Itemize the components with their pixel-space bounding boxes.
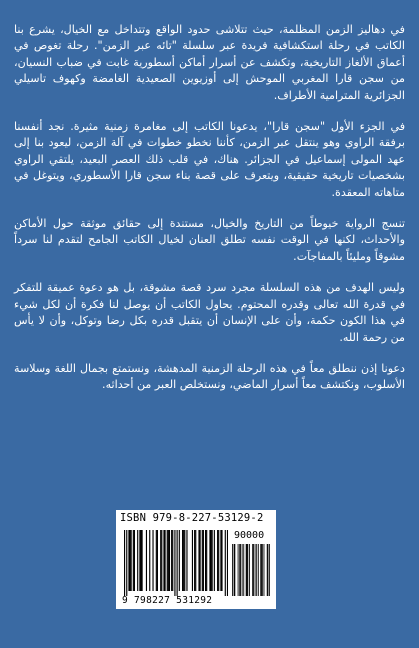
barcode-bar — [179, 530, 180, 591]
barcode-bar — [192, 530, 193, 591]
barcode-bar — [227, 530, 228, 596]
addon-bar — [264, 544, 265, 596]
barcode-bar — [210, 530, 211, 591]
barcode-bar — [128, 530, 129, 591]
addon-bar — [260, 544, 261, 596]
barcode-bar — [214, 530, 215, 591]
addon-bar — [246, 544, 247, 596]
barcode-bar — [184, 530, 185, 591]
addon-bar — [242, 544, 243, 596]
barcode-bar — [157, 530, 158, 591]
barcode-bar — [171, 530, 172, 591]
barcode-bar — [174, 530, 175, 596]
addon-bar — [247, 544, 248, 596]
barcode-bar — [167, 530, 168, 591]
blurb-paragraph-2: في الجزء الأول "سجن قارا"، يدعونا الكاتب إلى مغامرة زمنية مثيرة. نجد أنفسنا برفقة الراوي وهو ينتقل عبر الزمن، كأننا نخطو خطوات في آلة الزمن، ليعود بنا إلى عهد المولى إسماعيل في الجزائر. هناك، في قلب ذلك العصر البعيد، يلتقي الراوي بشخصيات تاريخية حقيقية، ويتعرف على قصة بناء سجن قارا الأسطوري، ويتوغل في متاهاته المعقدة. — [14, 120, 405, 199]
addon-bar — [262, 544, 263, 596]
barcode-bar — [131, 530, 132, 591]
barcode-bar — [200, 530, 201, 591]
barcode-bar — [133, 530, 134, 591]
barcode-bar — [163, 530, 164, 591]
barcode-bar — [139, 530, 140, 591]
barcode-bar — [205, 530, 206, 591]
addon-bar — [247, 544, 248, 596]
addon-bar — [269, 544, 270, 596]
barcode-bar — [203, 530, 204, 591]
addon-bar — [267, 544, 268, 596]
barcode-bar — [126, 530, 127, 596]
barcode-bar — [129, 530, 130, 591]
addon-bar — [243, 544, 244, 596]
barcode-bar — [169, 530, 170, 591]
barcode-bar — [149, 530, 150, 591]
isbn-label: ISBN 979-8-227-53129-2 — [120, 512, 264, 524]
barcode-bar — [142, 530, 143, 591]
barcode-bar — [218, 530, 219, 591]
barcode-bar — [160, 530, 161, 591]
barcode-bar — [124, 530, 125, 596]
addon-bar — [261, 544, 262, 596]
blurb-paragraph-1: في دهاليز الزمن المظلمة، حيث تتلاشى حدود الواقع وتتداخل مع الخيال، يشرع بنا الكاتب في رحلة استكشافية فريدة عبر سلسلة "تائه عبر الزمن". رحلة تغوص في أعماق الألغاز التاريخية، وتكشف عن أسرار أماكن أسطورية غابت في ضباب النسيان، من سجن قارا المغربي الموحش إلى أوزيوين الصعيدية الغامضة وكهوف تاسيلي الجزائرية المترامية الأطراف. — [14, 23, 405, 102]
barcode-bar — [152, 530, 153, 591]
barcode-bar — [186, 530, 187, 591]
ean-digits: 9 798227 531292 — [122, 595, 213, 606]
addon-bar — [252, 544, 253, 596]
barcode-bar — [225, 530, 226, 596]
barcode-bar — [168, 530, 169, 591]
barcode-bar — [195, 530, 196, 591]
ean-barcode-bars — [124, 530, 228, 596]
barcode-bar — [217, 530, 218, 591]
blurb-paragraph-3: تنسج الرواية خيوطاً من التاريخ والخيال، مستندة إلى حقائق موثقة حول الأماكن والأحداث، لكنها في الوقت نفسه تطلق العنان لخيال الكاتب الجامح لتقدم لنا سرداً مشوقاً ومليئاً بالمفاجآت. — [14, 217, 405, 263]
addon-bar — [234, 544, 235, 596]
addon-bar — [238, 544, 239, 596]
barcode-bar — [140, 530, 141, 591]
barcode-bar — [137, 530, 138, 591]
addon-bar — [258, 544, 259, 596]
price-addon-label: 90000 — [234, 530, 265, 541]
addon-bar — [249, 544, 250, 596]
addon-barcode-bars — [232, 544, 270, 596]
barcode-bar — [165, 530, 166, 591]
addon-bar — [234, 544, 235, 596]
barcode-bar — [202, 530, 203, 591]
barcode-bar — [221, 530, 222, 591]
addon-bar — [232, 544, 233, 596]
barcode-bar — [177, 530, 178, 596]
barcode-bar — [156, 530, 157, 591]
addon-bar — [268, 544, 269, 596]
addon-bar — [253, 544, 254, 596]
barcode-bar — [198, 530, 199, 591]
barcode-bar — [146, 530, 147, 591]
addon-bar — [256, 544, 257, 596]
barcode-bar — [161, 530, 162, 591]
addon-bar — [240, 544, 241, 596]
blurb-paragraph-4: وليس الهدف من هذه السلسلة مجرد سرد قصة مشوقة، بل هو دعوة عميقة للتفكر في قدرة الله تعالى وقدره المحتوم. يحاول الكاتب أن يوصل لنا فكرة أن لكل شيء في هذا الكون حكمة، وأن على الإنسان أن يتقبل قدره بكل رضا وتوكل، وأن لا يأس من رحمة الله. — [14, 281, 405, 344]
barcode-bar — [134, 530, 135, 591]
barcode-bar — [182, 530, 183, 591]
blurb-paragraph-5: دعونا إذن ننطلق معاً في هذه الرحلة الزمنية المدهشة، ونستمتع بجمال اللغة وسلاسة الأسلوب، ونكتشف معاً أسرار الماضي، ونستخلص العبر من أحداثه. — [14, 361, 405, 392]
barcode-bar — [209, 530, 210, 591]
barcode-bar — [206, 530, 207, 591]
barcode-bar — [172, 530, 173, 591]
blurb-text — [14, 22, 405, 409]
barcode-bar — [212, 530, 213, 591]
addon-bar — [255, 544, 256, 596]
addon-bar — [239, 544, 240, 596]
isbn-barcode — [116, 510, 276, 609]
barcode-bar — [194, 530, 195, 591]
barcode-bar — [183, 530, 184, 591]
barcode-bar — [220, 530, 221, 591]
